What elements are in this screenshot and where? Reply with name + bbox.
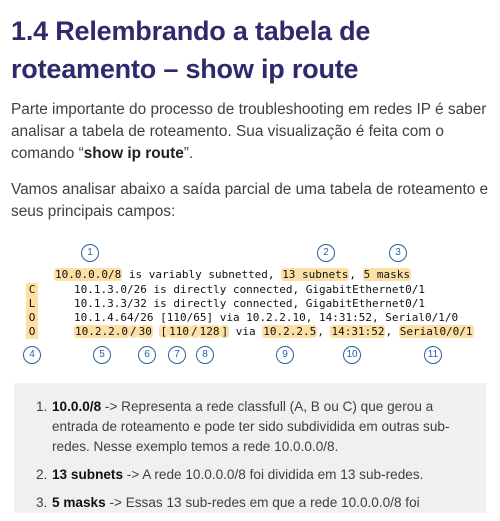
callout-11: 11: [424, 346, 442, 364]
exit-interface: Serial0/0/1: [399, 325, 473, 338]
list-text: -> A rede 10.0.0.0/8 foi dividida em 13 sub-redes.: [123, 467, 424, 482]
route-code-c: C: [26, 283, 38, 297]
callout-5: 5: [93, 346, 111, 364]
line1-mid: is variably subnetted,: [122, 268, 282, 281]
list-number: 1.: [36, 399, 48, 414]
route-code-o-2: O: [26, 325, 38, 339]
list-text: -> Essas 13 sub-redes em que a rede 10.0.0.0/8 foi: [105, 495, 420, 510]
metric-separator: /: [190, 325, 198, 338]
callout-9: 9: [276, 346, 294, 364]
line5-comma-1: ,: [317, 325, 331, 338]
route-code-l: L: [26, 297, 38, 311]
line5-via: via: [229, 325, 263, 338]
callout-2: 2: [317, 244, 335, 262]
field-explanation-list: [36, 397, 456, 521]
bracket-open: [: [160, 325, 168, 338]
route-line-5: [74, 325, 474, 339]
list-text: -> Representa a rede classfull (A, B ou C) que gerou a entrada de roteamento e pode ter sido subdividida em outras sub-redes. Nesse exemplo temos a rede 10.0.0.0/8.: [52, 399, 450, 454]
list-item: [36, 493, 456, 513]
mask-count: 5 masks: [363, 268, 411, 281]
explanation-box: [14, 383, 486, 513]
intro-text-before: Parte importante do processo de troubleshooting em redes IP é saber analisar a tabela de roteamento. Sua visualização é feita com o comando “: [11, 101, 487, 162]
callout-3: 3: [389, 244, 407, 262]
callout-6: 6: [138, 346, 156, 364]
intro-paragraph-2: Vamos analisar abaixo a saída parcial de uma tabela de roteamento e seus principais campos:: [11, 181, 489, 220]
next-hop: 10.2.2.5: [263, 325, 317, 338]
admin-distance: 110: [169, 325, 189, 338]
list-term: 13 subnets: [52, 467, 124, 482]
classful-network: 10.0.0.0/8: [55, 268, 122, 281]
route-line-2: 10.1.3.0/26 is directly connected, GigabitEthernet0/1: [74, 283, 425, 296]
bracket-close: ]: [221, 325, 229, 338]
intro-paragraph: [11, 99, 491, 165]
route-code-o: O: [26, 311, 38, 325]
callout-10: 10: [343, 346, 361, 364]
intro-text-after: ”.: [183, 145, 194, 162]
route-age: 14:31:52: [331, 325, 385, 338]
list-number: 3.: [36, 495, 48, 510]
subnet-count: 13 subnets: [282, 268, 349, 281]
callout-7: 7: [168, 346, 186, 364]
route-line-3: 10.1.3.3/32 is directly connected, GigabitEthernet0/1: [74, 297, 425, 310]
intro-command: show ip route: [83, 145, 184, 162]
route-prefix: 10.2.2.0: [75, 325, 128, 338]
list-item: [36, 397, 456, 457]
route-metric: 128: [199, 325, 220, 338]
callout-4: 4: [23, 346, 41, 364]
routing-table-figure: [0, 240, 500, 370]
route-mask: 30: [138, 325, 152, 338]
route-line-4: 10.1.4.64/26 [110/65] via 10.2.2.10, 14:31:52, Serial0/1/0: [74, 311, 459, 324]
list-item: [36, 465, 456, 485]
list-term: 5 masks: [52, 495, 106, 510]
callout-8: 8: [196, 346, 214, 364]
page-title: 1.4 Relembrando a tabela de roteamento – show ip route: [11, 16, 371, 84]
list-number: 2.: [36, 467, 48, 482]
route-line-1: [54, 268, 411, 282]
line5-comma-2: ,: [385, 325, 399, 338]
callout-1: 1: [81, 244, 99, 262]
line1-sep: ,: [349, 268, 363, 281]
list-term: 10.0.0/8: [52, 399, 102, 414]
route-slash: /: [129, 325, 137, 338]
